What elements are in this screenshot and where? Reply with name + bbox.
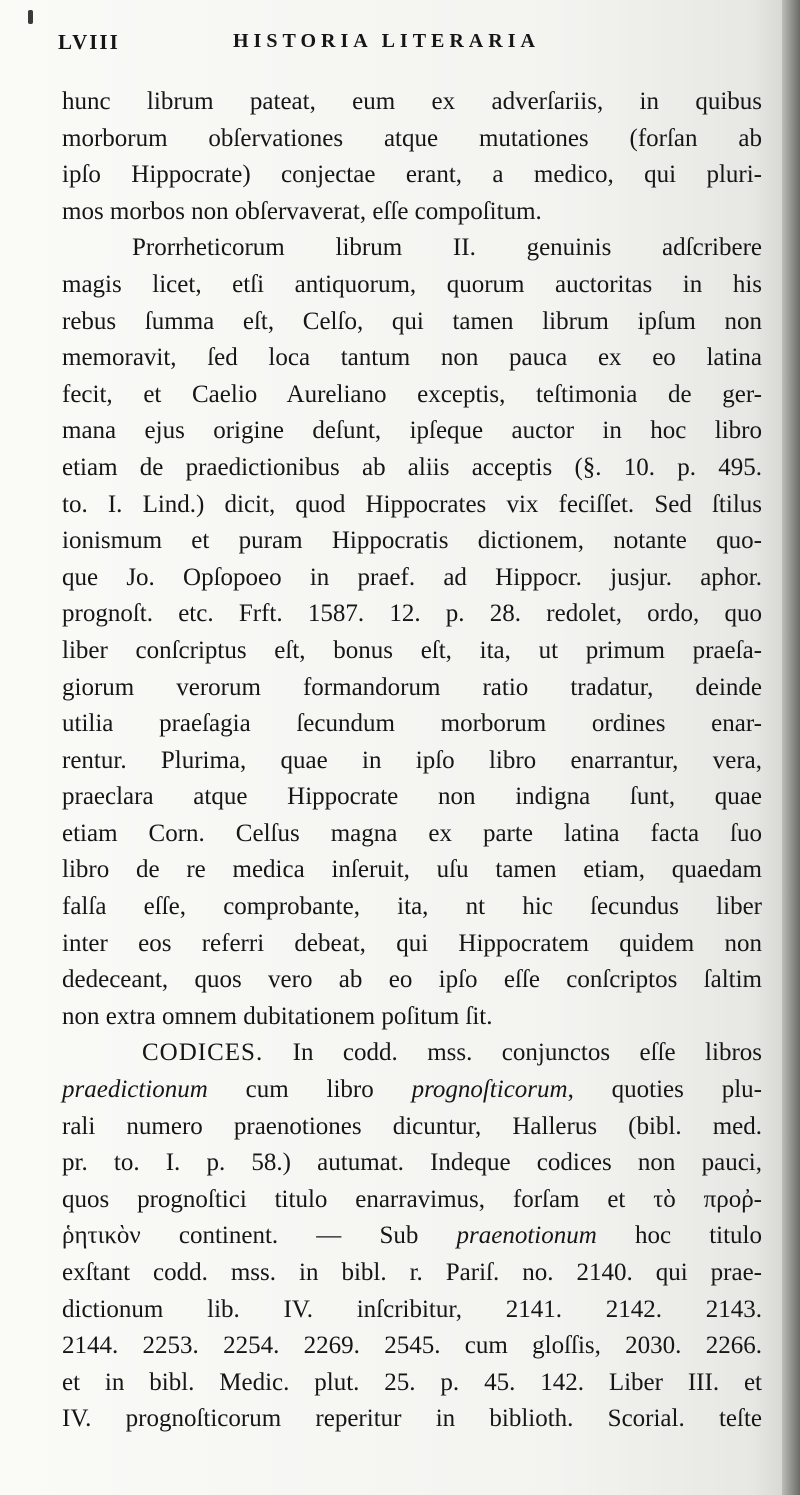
text-line: etiam de praedictionibus ab aliis acceptis (§. 10. p. 495. [62,453,762,481]
text-line: memoravit, ſed loca tantum non pauca ex eo latina [62,344,762,372]
text-line: etiam Corn. Celſus magna ex parte latina facta ſuo [62,819,762,847]
running-header [58,26,758,62]
body-text [62,84,762,1438]
text-line: 2144. 2253. 2254. 2269. 2545. cum gloſſis, 2030. 2266. [62,1332,762,1360]
text-line: magis licet, etſi antiquorum, quorum auctoritas in his [62,270,762,298]
italic-term: prognoſticorum [411,1076,568,1104]
text-line: rebus ſumma eſt, Celſo, qui tamen librum ipſum non [62,307,762,335]
text-line: dictionum lib. IV. inſcribitur, 2141. 2142. 2143. [62,1295,762,1323]
text-line: non extra omnem dubitationem poſitum ſit. [62,1002,493,1030]
text-line: et in bibl. Medic. plut. 25. p. 45. 142. Liber III. et [62,1368,762,1396]
text-line: que Jo. Opſopoeo in praef. ad Hippocr. jusjur. aphor. [62,563,762,591]
text-line: pr. to. I. p. 58.) autumat. Indeque codices non pauci, [62,1149,762,1177]
italic-term: praedictionum [62,1076,208,1104]
text-line: ῥητικὸν continent. — Sub praenotionum hoc titulo [62,1222,762,1250]
text-line: praedictionum cum libro prognoſticorum, quoties plu- [62,1076,762,1104]
text-line: dedeceant, quos vero ab eo ipſo eſſe conſcriptos ſaltim [62,966,762,994]
text-line: ipſo Hippocrate) conjectae erant, a medico, qui pluri- [62,161,762,189]
ink-mark [28,10,33,24]
text-line: hunc librum pateat, eum ex adverſariis, in quibus [62,88,762,115]
text-line: quos prognoſtici titulo enarravimus, forſam et τὸ προῤ- [62,1185,762,1213]
text-line: fecit, et Caelio Aureliano exceptis, teſtimonia de ger- [62,380,762,408]
text-line: rentur. Plurima, quae in ipſo libro enarrantur, vera, [62,746,762,774]
text-line: inter eos referri debeat, qui Hippocratem quidem non [62,929,762,957]
running-title: HISTORIA LITERARIA [233,30,540,52]
text-line: morborum obſervationes atque mutationes (forſan ab [62,124,762,152]
paragraph-first-line: Prorrheticorum librum II. genuinis adſcribere [132,234,762,262]
section-heading: CODICES. [142,1039,264,1067]
text-line: ionismum et puram Hippocratis dictionem, notante quo- [62,527,762,555]
text-line: libro de re medica inſeruit, uſu tamen etiam, quaedam [62,856,762,884]
text-line: exſtant codd. mss. in bibl. r. Pariſ. no. 2140. qui prae- [62,1259,762,1286]
text-line: mana ejus origine deſunt, ipſeque auctor in hoc libro [62,417,762,445]
text-line: IV. prognoſticorum reperitur in biblioth. Scorial. teſte [62,1405,762,1433]
text-line: giorum verorum formandorum ratio tradatur, deinde [62,673,762,701]
text-line: rali numero praenotiones dicuntur, Hallerus (bibl. med. [62,1112,762,1140]
italic-term: praenotionum [456,1222,597,1250]
text-line: In codd. mss. conjunctos eſſe libros [292,1039,762,1067]
text-line: to. I. Lind.) dicit, quod Hippocrates vix feciſſet. Sed ſtilus [62,490,762,518]
page-edge-shadow [782,0,800,1495]
text-line: utilia praeſagia ſecundum morborum ordines enar- [62,710,762,738]
paragraph-first-line [62,1035,762,1072]
page-number: LVIII [58,30,120,54]
text-line: mos morbos non obſervaverat, eſſe compoſitum. [62,197,542,225]
text-line: falſa eſſe, comprobante, ita, nt hic ſecundus liber [62,893,762,921]
text-line: liber conſcriptus eſt, bonus eſt, ita, ut primum praeſa- [62,636,762,664]
text-line: prognoſt. etc. Frft. 1587. 12. p. 28. redolet, ordo, quo [62,600,762,628]
text-line: praeclara atque Hippocrate non indigna ſunt, quae [62,783,762,811]
